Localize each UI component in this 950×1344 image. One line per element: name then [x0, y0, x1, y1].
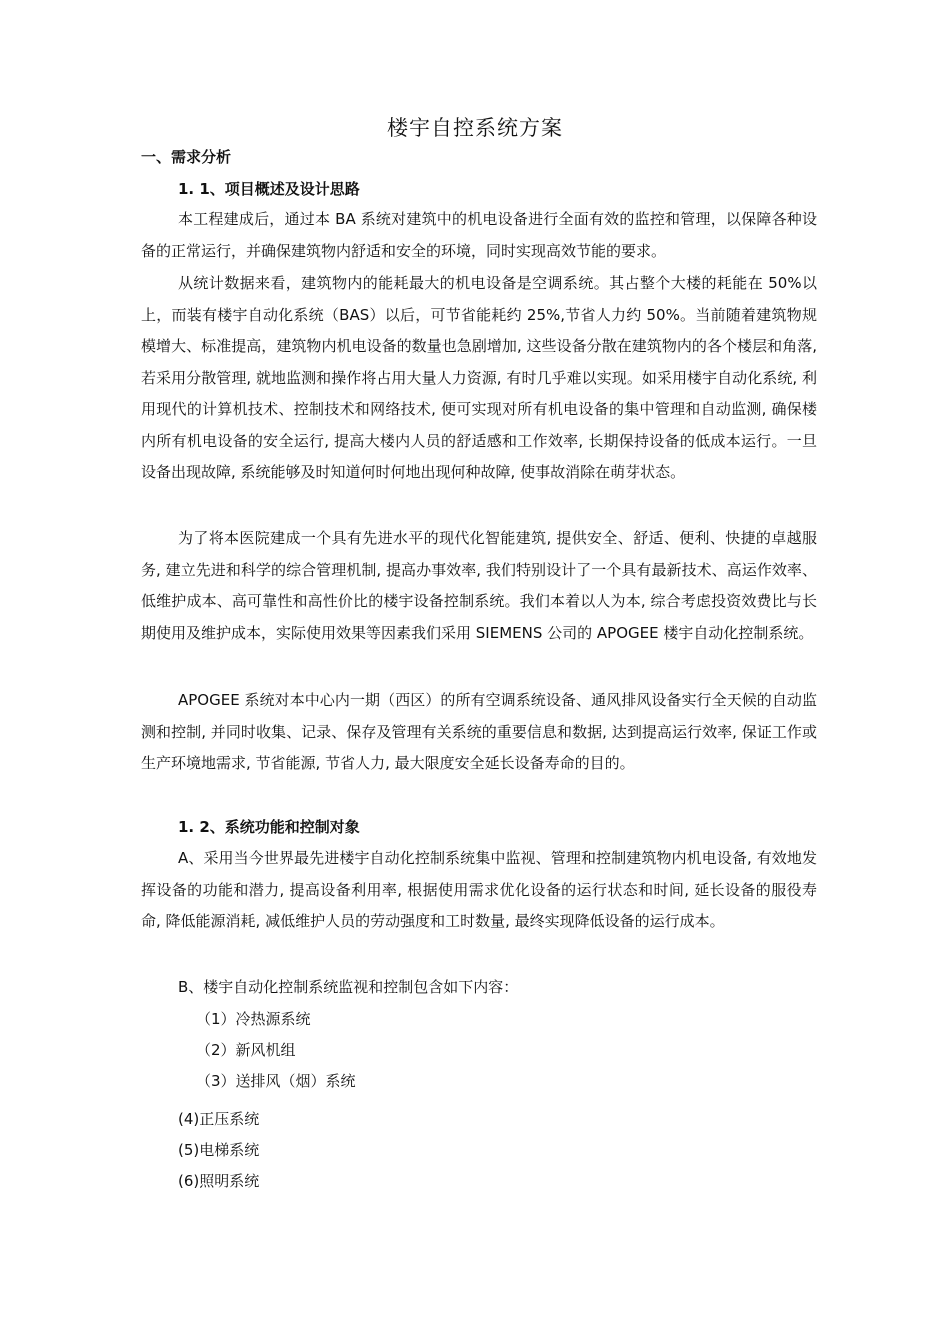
list-item-3: （3）送排风（烟）系统 [196, 1072, 356, 1090]
list-item-6: (6)照明系统 [178, 1172, 260, 1190]
list-item-4: (4)正压系统 [178, 1110, 260, 1128]
paragraph-energy-statistics: 从统计数据来看，建筑物内的能耗最大的机电设备是空调系统。其占整个大楼的耗能在 50%以上，而装有楼宇自动化系统（BAS）以后，可节省能耗约 25%,节省人力约 50%。当前随着建筑物规模增大、标准提高，建筑物内机电设备的数量也急剧增加, 这些设备分散在建筑物内的各个楼层和角落, 若采用分散管理, 就地监测和操作将占用大量人力资源, 有时几乎难以实现。如采用楼宇自动化系统, 利用现代的计算机技术、控制技术和网络技术, 便可实现对所有机电设备的集中管理和自动监测, 确保楼内所有机电设备的安全运行, 提高大楼内人员的舒适感和工作效率, 长期保持设备的低成本运行。一旦设备出现故障, 系统能够及时知道何时何地出现何种故障, 使事故消除在萌芽状态。 [141, 274, 817, 481]
paragraph-a: A、采用当今世界最先进楼宇自动化控制系统集中监视、管理和控制建筑物内机电设备, 有效地发挥设备的功能和潜力, 提高设备利用率, 根据使用需求优化设备的运行状态和时间, 延长设备的服役寿命, 降低能源消耗, 减低维护人员的劳动强度和工时数量, 最终实现降低设备的运行成本。 [141, 849, 817, 930]
subsection-heading-overview: 1. 1、项目概述及设计思路 [178, 180, 360, 198]
paragraph-apogee-scope: APOGEE 系统对本中心内一期（西区）的所有空调系统设备、通风排风设备实行全天候的自动监测和控制, 并同时收集、记录、保存及管理有关系统的重要信息和数据, 达到提高运行效率, 保证工作或生产环境地需求, 节省能源, 节省人力, 最大限度安全延长设备寿命的目的。 [141, 691, 817, 772]
paragraph-b: B、楼宇自动化控制系统监视和控制包含如下内容： [178, 978, 519, 996]
list-item-5: (5)电梯系统 [178, 1141, 260, 1159]
list-item-1: （1）冷热源系统 [196, 1010, 311, 1028]
list-item-2: （2）新风机组 [196, 1041, 296, 1059]
document-title: 楼宇自控系统方案 [387, 116, 563, 140]
paragraph-design-goal: 为了将本医院建成一个具有先进水平的现代化智能建筑, 提供安全、舒适、便利、快捷的卓越服务, 建立先进和科学的综合管理机制, 提高办事效率, 我们特别设计了一个具有最新技术、高运作效率、低维护成本、高可靠性和高性价比的楼宇设备控制系统。我们本着以人为本, 综合考虑投资效费比与长期使用及维护成本，实际使用效果等因素我们采用 SIEMENS 公司的 APOGEE 楼宇自动化控制系统。 [141, 529, 817, 642]
subsection-heading-functions: 1. 2、系统功能和控制对象 [178, 818, 360, 836]
section-heading-demand-analysis: 一、需求分析 [141, 148, 232, 166]
paragraph-intro: 本工程建成后，通过本 BA 系统对建筑中的机电设备进行全面有效的监控和管理，以保障各种设备的正常运行，并确保建筑物内舒适和安全的环境，同时实现高效节能的要求。 [141, 210, 817, 260]
